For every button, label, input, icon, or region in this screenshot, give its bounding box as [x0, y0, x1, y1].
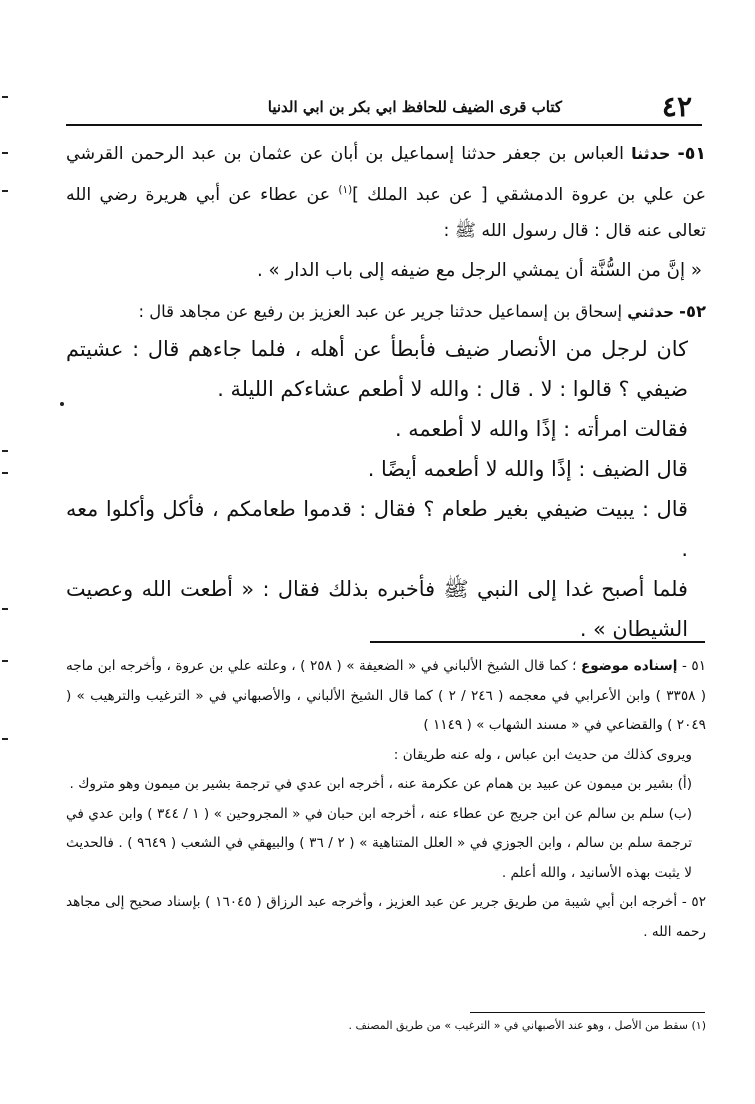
transmission-word: حدثنا: [631, 144, 671, 163]
hadith-51-quote: « إنَّ من السُّنَّة أن يمشي الرجل مع ضيفه إلى باب الدار » .: [256, 259, 702, 281]
notes-divider: [370, 641, 705, 643]
footnote-ref: (١): [338, 184, 353, 196]
margin-mark: [2, 608, 8, 610]
story-line: قال : يبيت ضيفي بغير طعام ؟ فقال : قدموا طعامكم ، فأكل وأكلوا معه .: [66, 496, 688, 561]
page-header: [66, 90, 702, 126]
note-51-b: ويروى كذلك من حديث ابن عباس ، وله عنه طريقان :: [393, 746, 692, 763]
isnad-text: العباس بن جعفر حدثنا إسماعيل بن أبان عن عثمان بن عبد الرحمن القرشي عن علي بن عروة الدمشقي [ عن عبد الملك ]: [66, 144, 706, 205]
footnote-divider: [470, 1012, 705, 1013]
isnad-text: عن عطاء عن أبي هريرة رضي الله تعالى عنه قال : قال رسول الله ﷺ :: [66, 184, 706, 241]
note-verdict: إسناده موضوع: [580, 658, 678, 674]
isnad-text: إسحاق بن إسماعيل حدثنا جرير عن عبد العزيز بن رفيع عن مجاهد قال :: [138, 301, 623, 321]
margin-dot: [60, 402, 64, 406]
margin-mark: [2, 450, 8, 452]
takhrij-notes: [66, 652, 706, 947]
margin-mark: [2, 738, 8, 740]
footnote: (١) سقط من الأصل ، وهو عند الأصبهاني في « الترغيب » من طريق المصنف .: [348, 1019, 706, 1032]
margin-mark: [2, 190, 8, 192]
page-number: ٤٢: [661, 90, 692, 123]
hadith-51: [66, 136, 706, 249]
margin-mark: [2, 660, 8, 662]
transmission-word: حدثني: [627, 302, 674, 321]
hadith-number: ٥١-: [677, 144, 706, 164]
margin-mark: [2, 152, 8, 154]
hadith-52: [66, 295, 706, 329]
main-text: [66, 136, 706, 649]
note-51-d: (ب) سلم بن سالم عن ابن جريج عن عطاء عنه ، أخرجه ابن حبان في « المجروحين » ( ١ / ٣٤٤ ) وابن عدي في ترجمة سلم بن سالم ، وابن الجوزي في « العلل المتناهية » ( ٢ / ٣٦ ) والبيهقي في الشعب ( ٩٦٤٩ ) . فالحديث لا يثبت بهذه الأسانيد ، والله أعلم .: [66, 805, 692, 881]
margin-mark: [2, 96, 8, 98]
note-52: ٥٢ - أخرجه ابن أبي شيبة من طريق جرير عن عبد العزيز ، وأخرجه عبد الرزاق ( ١٦٠٤٥ ) بإسناد صحيح إلى مجاهد رحمه الله .: [66, 894, 707, 940]
note-51: [66, 652, 706, 741]
story-line: فقالت امرأته : إذًا والله لا أطعمه .: [395, 416, 688, 441]
story-line: كان لرجل من الأنصار ضيف فأبطأ عن أهله ، فلما جاءهم قال : عشيتم ضيفي ؟ قالوا : لا . قال : والله لا أطعم عشاءكم الليلة .: [66, 336, 688, 401]
story-line: قال الضيف : إذًا والله لا أطعمه أيضًا .: [367, 456, 688, 481]
note-51-c: (أ) بشير بن ميمون عن عبيد بن همام عن عكرمة عنه ، أخرجه ابن عدي في ترجمة بشير بن ميمون وهو متروك .: [69, 776, 692, 792]
note-text: ؛ كما قال الشيخ الألباني في « الضعيفة » ( ٢٥٨ ) ، وعلته علي بن عروة ، وأخرجه ابن ماجه ( ٣٣٥٨ ) وابن الأعرابي في معجمه ( ٢٤٦ / ٢ ) كما قال الشيخ الألباني ، والأصبهاني في « الترغيب والترهيب » ( ٢٠٤٩ ) والقضاعي في « مسند الشهاب » ( ١١٤٩ ): [66, 658, 706, 733]
margin-mark: [2, 472, 8, 474]
hadith-number: ٥٢-: [679, 301, 706, 321]
note-number: ٥١ -: [681, 658, 706, 674]
story-line: فلما أصبح غدا إلى النبي ﷺ فأخبره بذلك فقال : « أطعت الله وعصيت الشيطان » .: [66, 576, 688, 641]
book-title: كتاب قرى الضيف للحافظ ابي بكر بن ابي الدنيا: [267, 98, 562, 116]
hadith-52-story: [66, 329, 706, 649]
